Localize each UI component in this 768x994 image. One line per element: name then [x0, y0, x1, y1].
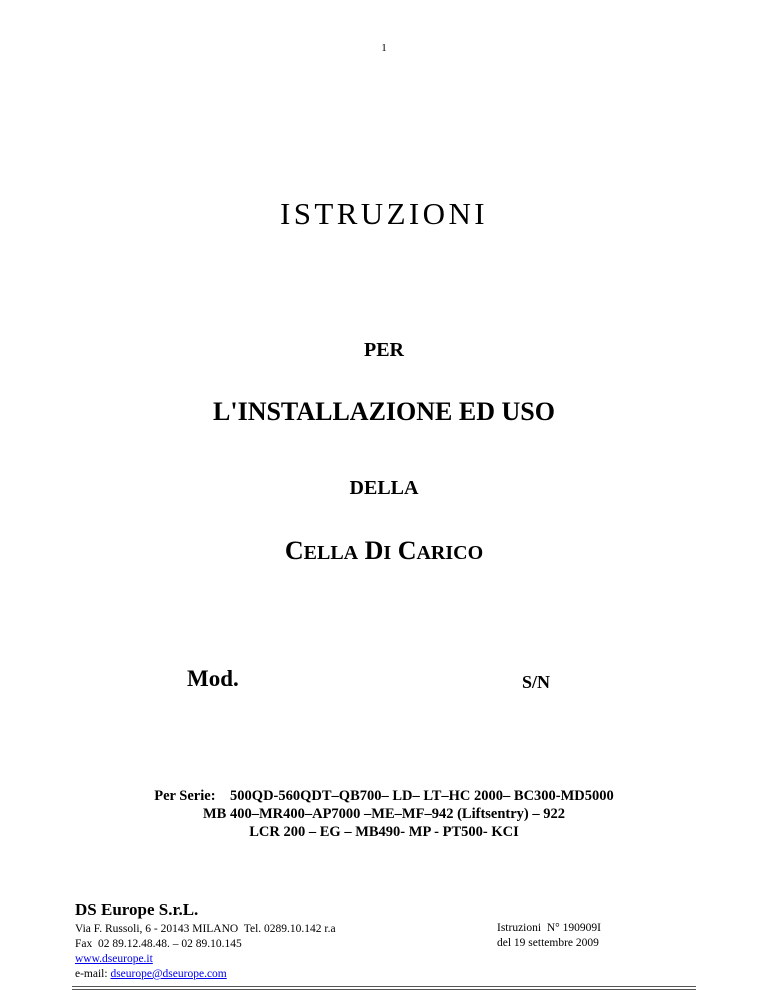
footer-rule-top [72, 986, 696, 987]
heading-per: PER [364, 339, 404, 361]
company-email-line [75, 967, 227, 982]
heading-load-cell-ella: ELLA [303, 542, 359, 564]
series-line-3: LCR 200 – EG – MB490- MP - PT500- KCI [249, 824, 519, 840]
series-line-1: Per Serie: 500QD-560QDT–QB700– LD– LT–HC 2000– BC300-MD5000 [154, 788, 614, 804]
heading-della: DELLA [349, 477, 419, 499]
heading-load-cell-arico: ARICO [416, 542, 484, 564]
serial-number-label: S/N [522, 672, 551, 692]
company-fax: Fax 02 89.12.48.48. – 02 89.10.145 [75, 938, 242, 950]
page-number: 1 [381, 42, 387, 54]
website-link[interactable]: www.dseurope.it [75, 953, 153, 965]
heading-installation: L'INSTALLAZIONE ED USO [213, 397, 555, 426]
series-line-2: MB 400–MR400–AP7000 –ME–MF–942 (Liftsentry) – 922 [202, 806, 566, 822]
company-name: DS Europe S.r.L. [75, 900, 199, 919]
company-website-line [75, 952, 153, 967]
company-address: Via F. Russoli, 6 - 20143 MILANO Tel. 0289.10.142 r.a [75, 923, 336, 935]
document-title: ISTRUZIONI [280, 196, 488, 231]
email-label: e-mail: [75, 968, 111, 980]
heading-load-cell-i: I [383, 542, 392, 564]
heading-load-cell-c: C [284, 536, 304, 565]
heading-load-cell [0, 536, 768, 566]
instructions-date: del 19 settembre 2009 [497, 937, 599, 949]
footer-rule-bottom [72, 989, 696, 990]
model-label: Mod. [187, 666, 239, 691]
heading-load-cell-d: D [364, 536, 384, 565]
instructions-number: Istruzioni N° 190909I [497, 922, 601, 934]
heading-load-cell-c2: C [397, 536, 417, 565]
email-link[interactable]: dseurope@dseurope.com [110, 968, 227, 980]
